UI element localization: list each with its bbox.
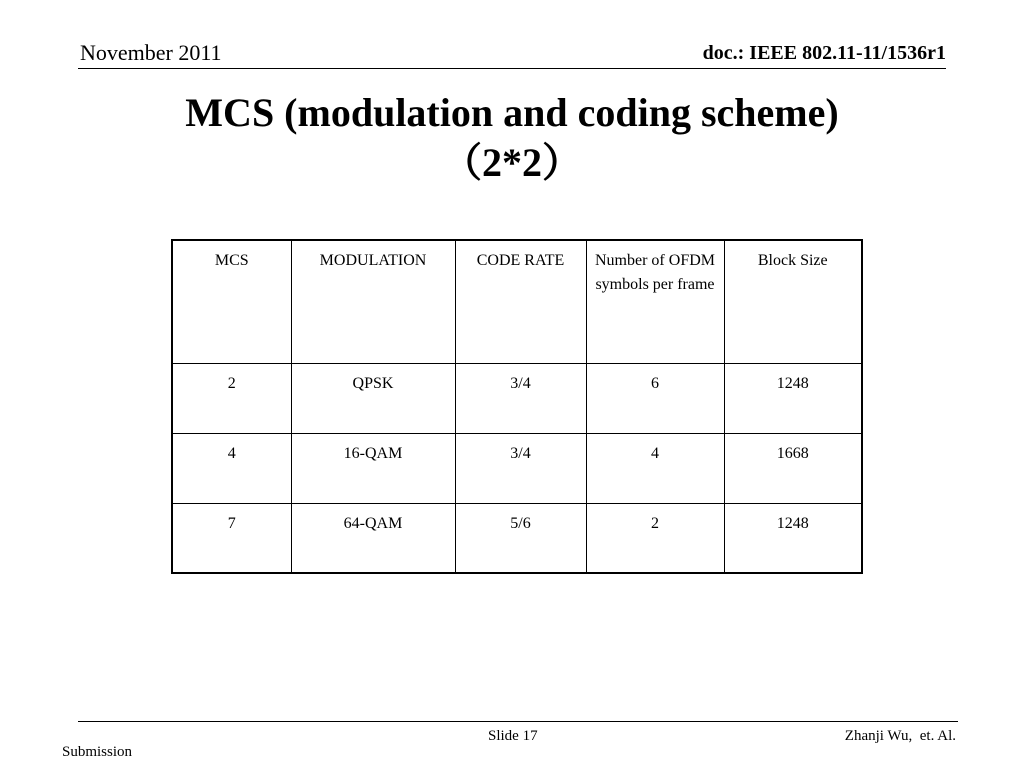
- table-row: [172, 503, 862, 573]
- table-cell: 2: [172, 363, 291, 433]
- table-header-row: [172, 240, 862, 363]
- mcs-table: [171, 239, 863, 574]
- header-cell-block-size: Block Size: [724, 240, 862, 363]
- table-cell: 7: [172, 503, 291, 573]
- table-cell: QPSK: [291, 363, 455, 433]
- table-cell: 64-QAM: [291, 503, 455, 573]
- table-row: [172, 433, 862, 503]
- table-cell: 1668: [724, 433, 862, 503]
- title-line-1: MCS (modulation and coding scheme): [185, 90, 839, 135]
- header-date: November 2011: [80, 40, 222, 65]
- footer-author: Zhanji Wu, et. Al.: [844, 728, 956, 744]
- slide-title: [0, 88, 1024, 188]
- slide-number: Slide 17: [488, 728, 538, 744]
- table-cell: 2: [586, 503, 724, 573]
- table-cell: 5/6: [455, 503, 586, 573]
- header-divider: [78, 68, 946, 69]
- table-cell: 1248: [724, 363, 862, 433]
- header-cell-code-rate: CODE RATE: [455, 240, 586, 363]
- table-cell: 16-QAM: [291, 433, 455, 503]
- table-cell: 3/4: [455, 433, 586, 503]
- table-cell: 4: [586, 433, 724, 503]
- footer-divider: [78, 721, 958, 722]
- header-cell-mcs: MCS: [172, 240, 291, 363]
- header-doc-id: doc.: IEEE 802.11-11/1536r1: [702, 42, 946, 64]
- table-row: [172, 363, 862, 433]
- table-cell: 1248: [724, 503, 862, 573]
- header-cell-ofdm-symbols: Number of OFDM symbols per frame: [586, 240, 724, 363]
- table-cell: 3/4: [455, 363, 586, 433]
- title-line-2: （2*2）: [442, 140, 582, 185]
- table-cell: 4: [172, 433, 291, 503]
- table-cell: 6: [586, 363, 724, 433]
- header-cell-modulation: MODULATION: [291, 240, 455, 363]
- footer-submission: Submission: [62, 744, 133, 760]
